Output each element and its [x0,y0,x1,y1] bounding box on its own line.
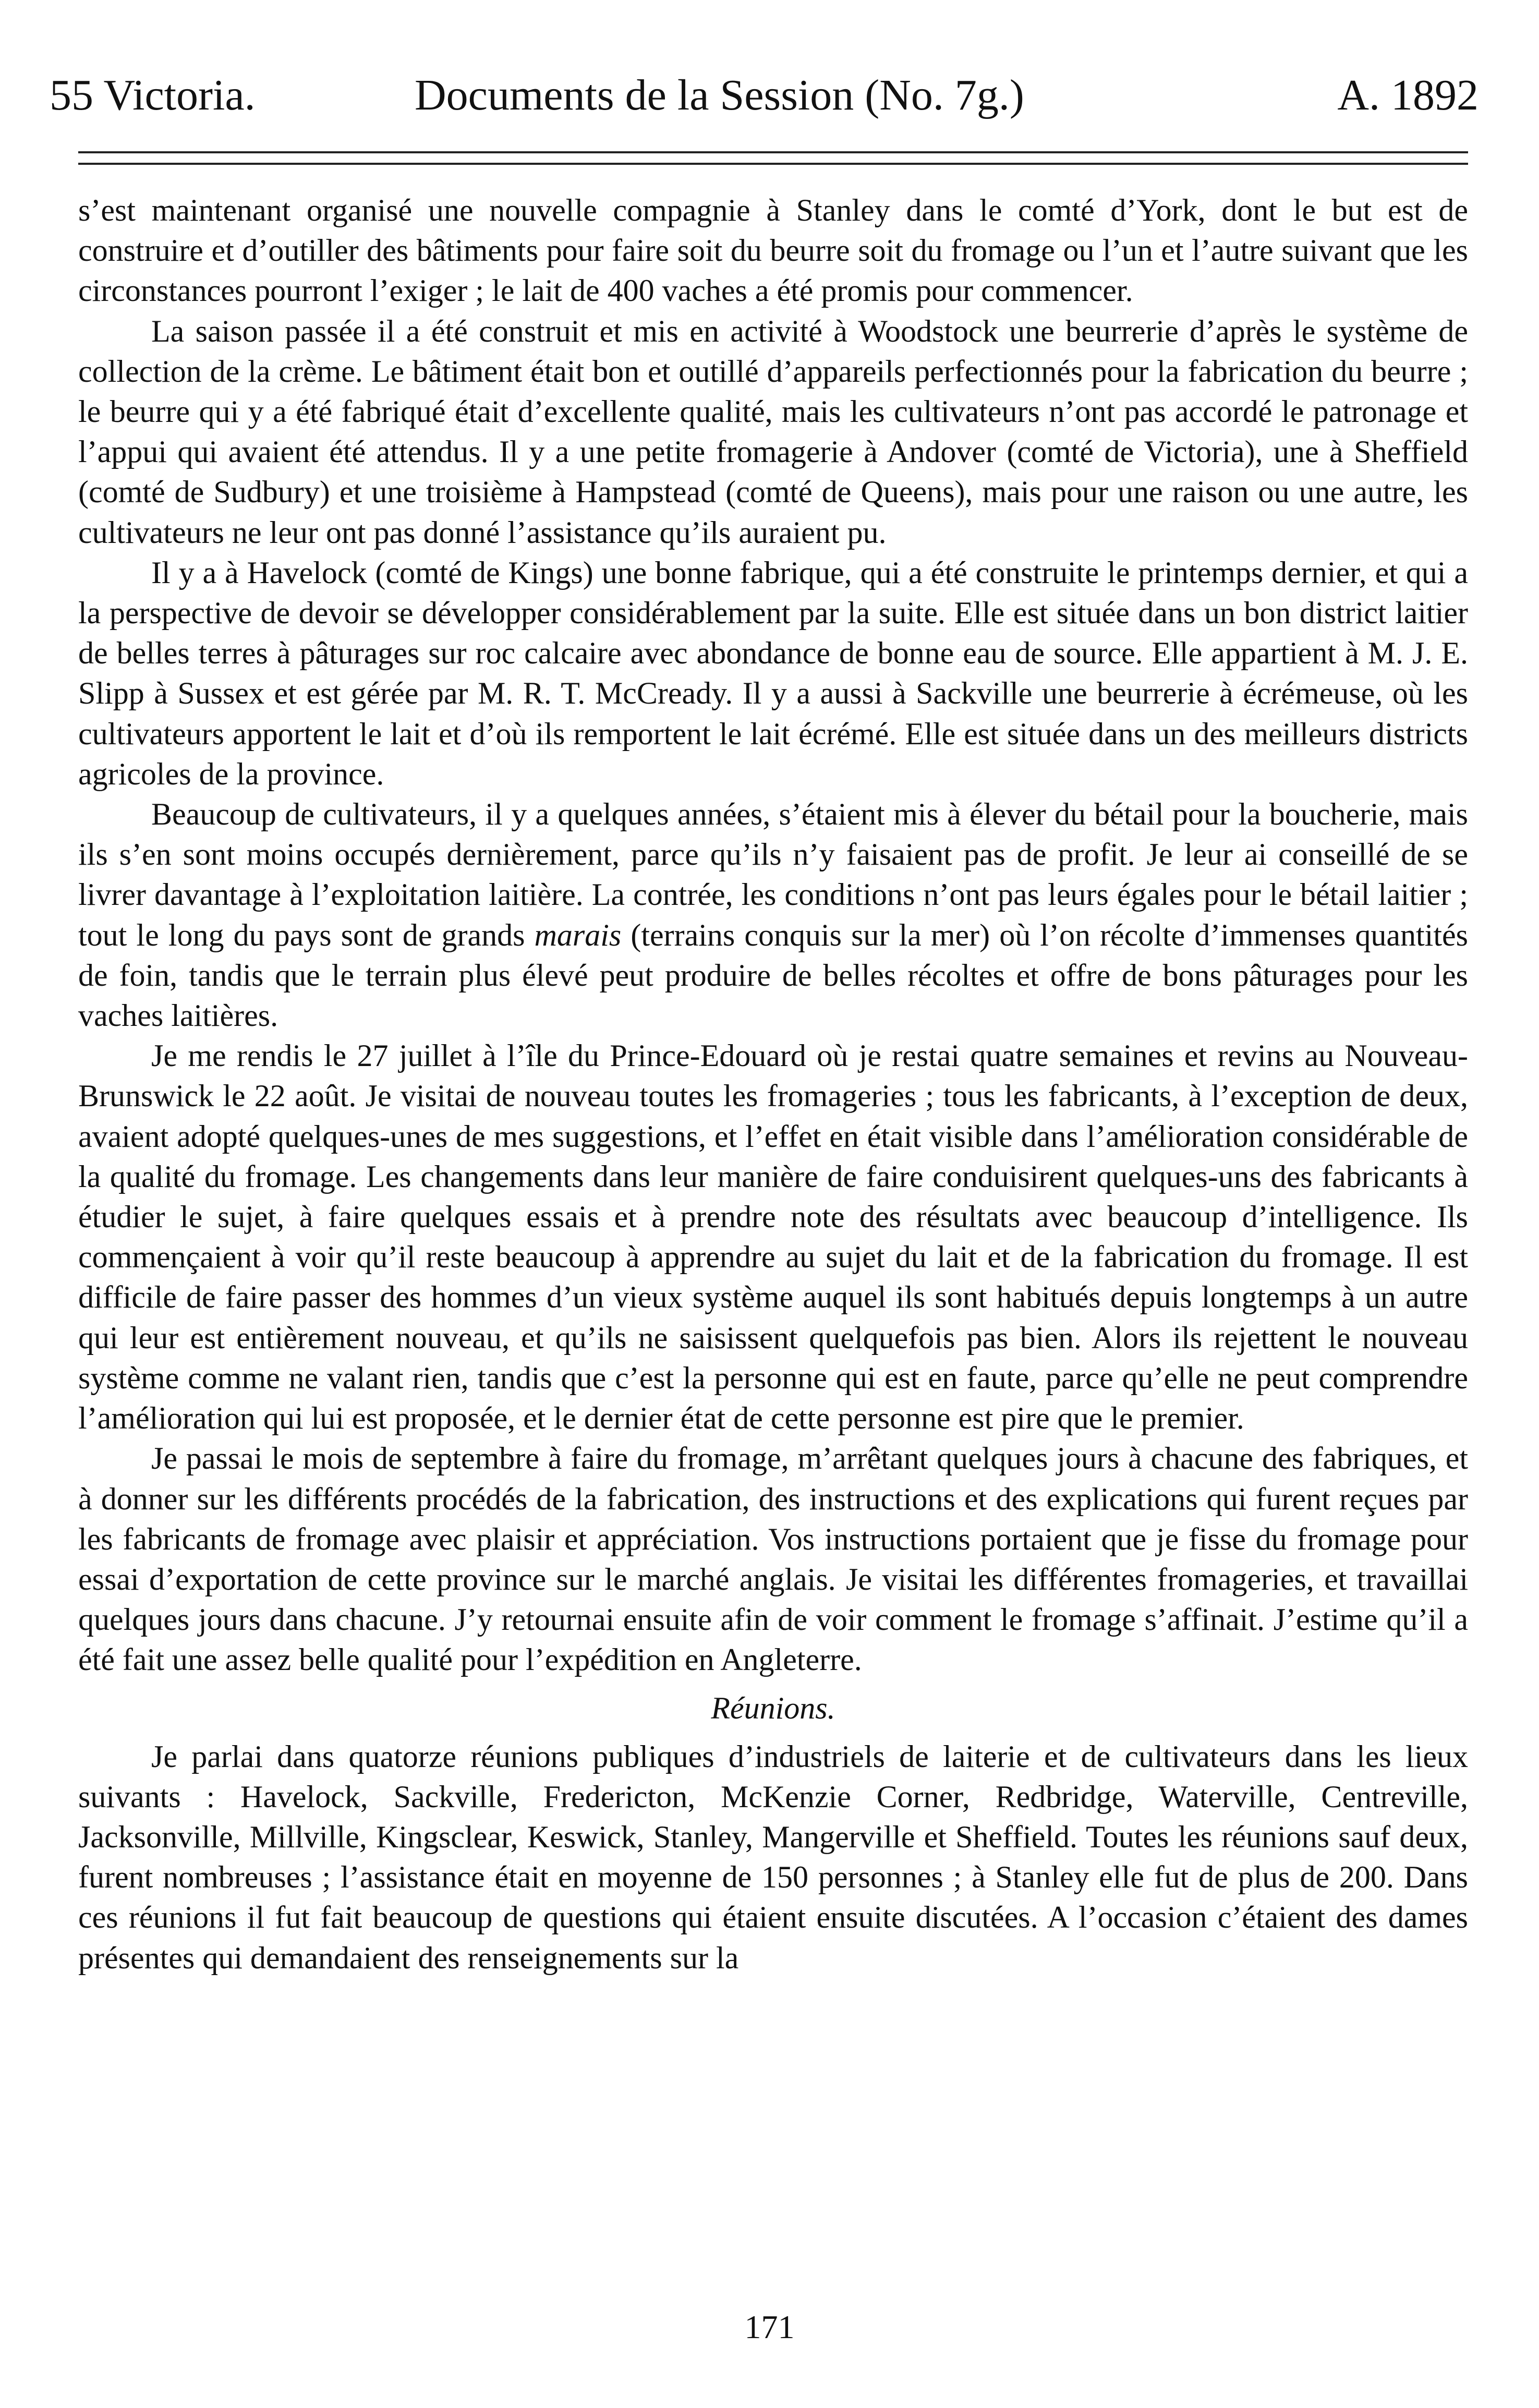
header-regnal-year: 55 Victoria. [50,71,256,119]
paragraph [78,794,1468,1036]
header-document-title: Documents de la Session (No. 7g.) [415,71,1024,119]
page-number: 171 [744,2308,795,2345]
paragraph-text: (terrains conquis sur la mer) où l’on récolte d’immenses quantités de foin, tandis que le terrain plus élevé peut produire de belles récoltes et offre de bons pâturages pour les vaches laitières. [78,917,1468,1033]
paragraph: La saison passée il a été construit et mis en activité à Woodstock une beurrerie d’après le système de collection de la crème. Le bâtiment était bon et outillé d’appareils perfectionnés pour la fabrication du beurre ; le beurre qui y a été fabriqué était d’excellente qualité, mais les cultivateurs n’ont pas accordé le patronage et l’appui qui avaient été attendus. Il y a une petite fromagerie à Andover (comté de Victoria), une à Sheffield (comté de Sudbury) et une troisième à Hampstead (comté de Queens), mais pour une raison ou une autre, les cultivateurs ne leur ont pas donné l’assistance qu’ils auraient pu. [78,313,1468,550]
header-rule-bottom [78,163,1468,165]
paragraph: Je passai le mois de septembre à faire du fromage, m’arrêtant quelques jours à chacune des fabriques, et à donner sur les différents procédés de la fabrication, des instructions et des explications qui furent reçues par les fabricants de fromage avec plaisir et appréciation. Vos instructions portaient que je fisse du fromage pour essai d’exportation de cette province sur le marché anglais. Je visitai les différentes fromageries, et travaillai quelques jours dans chacune. J’y retournai ensuite afin de voir comment le fromage s’affinait. J’estime qu’il a été fait une assez belle qualité pour l’expédition en Angleterre. [78,1441,1468,1677]
paragraph-text: Beaucoup de cultivateurs, il y a quelques années, s’étaient mis à élever du bétail pour la boucherie, mais ils s’en sont moins occupés dernièrement, parce qu’ils n’y faisaient pas de profit. Je leur ai conseillé de se livrer davantage à l’exploitation laitière. La contrée, les conditions n’ont pas leurs égales pour le bétail laitier ; tout le long du pays sont de grands [78,797,1468,952]
header-rule-top [78,151,1468,153]
italic-term: marais [534,917,622,952]
body-text [78,190,1468,1978]
running-header [50,67,1479,124]
paragraph: Je me rendis le 27 juillet à l’île du Prince-Edouard où je restai quatre semaines et revins au Nouveau-Brunswick le 22 août. Je visitai de nouveau toutes les fromageries ; tous les fabricants, à l’exception de deux, avaient adopté quelques-unes de mes suggestions, et l’effet en était visible dans l’amélioration considérable de la qualité du fromage. Les changements dans leur manière de faire conduisirent quelques-uns des fabricants à étudier le sujet, à faire quelques essais et à prendre note des résultats avec beaucoup d’intelligence. Ils commençaient à voir qu’il reste beaucoup à apprendre au sujet du lait et de la fabrication du fromage. Il est difficile de faire passer des hommes d’un vieux système auquel ils sont habitués depuis longtemps à un autre qui leur est entièrement nouveau, et qu’ils ne saisissent quelquefois pas bien. Alors ils rejettent le nouveau système comme ne valant rien, tandis que c’est la personne qui est en faute, parce qu’elle ne peut comprendre l’amélioration qui lui est proposée, et le dernier état de cette personne est pire que le premier. [78,1038,1468,1436]
paragraph: Il y a à Havelock (comté de Kings) une bonne fabrique, qui a été construite le printemps dernier, et qui a la perspective de devoir se développer considérablement par la suite. Elle est située dans un bon district laitier de belles terres à pâturages sur roc calcaire avec abondance de bonne eau de source. Elle appartient à M. J. E. Slipp à Sussex et est gérée par M. R. T. McCready. Il y a aussi à Sackville une beurrerie à écrémeuse, où les cultivateurs apportent le lait et d’où ils remportent le lait écrémé. Elle est située dans un des meilleurs districts agricoles de la province. [78,555,1468,791]
paragraph: Je parlai dans quatorze réunions publiques d’industriels de laiterie et de cultivateurs dans les lieux suivants : Havelock, Sackville, Fredericton, McKenzie Corner, Redbridge, Waterville, Centreville, Jacksonville, Millville, Kingsclear, Keswick, Stanley, Mangerville et Sheffield. Toutes les réunions sauf deux, furent nombreuses ; l’assistance était en moyenne de 150 personnes ; à Stanley elle fut de plus de 200. Dans ces réunions il fut fait beaucoup de questions qui étaient ensuite discutées. A l’occasion c’étaient des dames présentes qui demandaient des renseignements sur la [78,1739,1468,1975]
section-heading: Réunions. [711,1690,835,1725]
header-year: A. 1892 [1337,71,1479,119]
paragraph: s’est maintenant organisé une nouvelle compagnie à Stanley dans le comté d’York, dont le but est de construire et d’outiller des bâtiments pour faire soit du beurre soit du fromage ou l’un et l’autre suivant que les circonstances pourront l’exiger ; le lait de 400 vaches a été promis pour commencer. [78,193,1468,308]
